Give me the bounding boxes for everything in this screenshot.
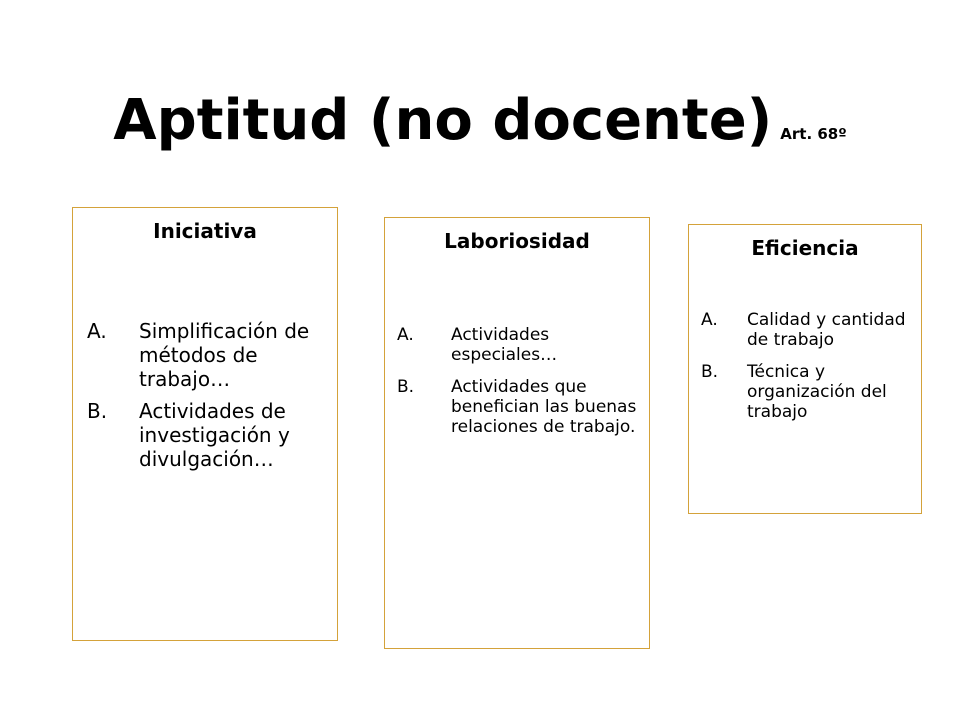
box-heading: Iniciativa [153, 219, 257, 243]
list-item-text: Actividades especiales… [451, 325, 558, 365]
list-marker: A. [701, 310, 718, 330]
list-marker: B. [87, 399, 108, 423]
item-list [73, 319, 337, 471]
list-marker: A. [87, 319, 107, 343]
box-laboriosidad [384, 217, 650, 649]
box-iniciativa [72, 207, 338, 641]
slide-title-text: Aptitud (no docente) [113, 88, 773, 153]
list-item-text: Técnica y organización del trabajo [747, 362, 887, 422]
list-marker: B. [397, 377, 415, 397]
list-item [397, 377, 643, 437]
box-eficiencia [688, 224, 922, 514]
list-item [701, 362, 917, 422]
box-heading: Laboriosidad [444, 229, 590, 253]
list-item [397, 325, 643, 365]
box-heading: Eficiencia [751, 236, 859, 260]
article-reference: Art. 68º [780, 125, 847, 143]
list-item-text: Simplificación de métodos de trabajo… [139, 319, 310, 391]
item-list [385, 325, 649, 437]
list-item-text: Actividades de investigación y divulgación… [139, 399, 290, 471]
list-item [87, 399, 331, 471]
item-list [689, 310, 921, 422]
list-item-text: Actividades que benefician las buenas relaciones de trabajo. [451, 377, 637, 437]
list-item-text: Calidad y cantidad de trabajo [747, 310, 906, 350]
list-item [701, 310, 917, 350]
list-item [87, 319, 331, 391]
list-marker: B. [701, 362, 719, 382]
slide-title [0, 88, 960, 153]
list-marker: A. [397, 325, 414, 345]
